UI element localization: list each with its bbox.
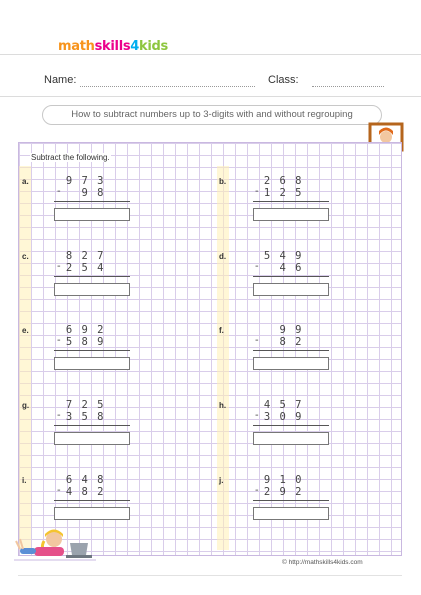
logo-part: kids [139, 39, 168, 54]
problem-label: g. [22, 401, 30, 410]
minus-sign: - [57, 186, 61, 197]
class-field[interactable] [312, 86, 384, 87]
answer-box[interactable] [253, 507, 329, 520]
name-label: Name: [44, 74, 77, 86]
logo-part: 4 [130, 39, 140, 54]
footer-divider [18, 575, 402, 576]
answer-rule [253, 500, 329, 501]
answer-box[interactable] [253, 432, 329, 445]
minus-sign: - [255, 186, 259, 197]
problem-bottom-number: 3 0 9 [263, 411, 303, 423]
problem-top-number: 6 4 8 [65, 474, 105, 486]
left-label-strip [19, 166, 31, 550]
problem-top-number: 9 7 3 [65, 175, 105, 187]
answer-rule [54, 425, 130, 426]
problem-label: d. [219, 252, 227, 261]
class-label: Class: [268, 74, 299, 86]
kid-laptop-illustration [14, 527, 96, 563]
problem-label: i. [22, 476, 27, 485]
logo-part: math [58, 39, 95, 54]
worksheet-title: How to subtract numbers up to 3-digits with and without regrouping [42, 105, 382, 125]
minus-sign: - [57, 410, 61, 421]
problem-label: h. [219, 401, 227, 410]
minus-sign: - [255, 261, 259, 272]
problem-top-number: 9 1 0 [263, 474, 303, 486]
answer-box[interactable] [253, 357, 329, 370]
minus-sign: - [57, 485, 61, 496]
problem-bottom-number: 8 2 [279, 336, 303, 348]
footer-url: © http://mathskills4kids.com [282, 559, 363, 566]
instruction-text: Subtract the following. [31, 153, 110, 162]
problem-label: c. [22, 252, 29, 261]
answer-box[interactable] [54, 507, 130, 520]
problem-bottom-number: 2 5 4 [65, 262, 105, 274]
problem-bottom-number: 9 8 [81, 187, 105, 199]
minus-sign: - [255, 335, 259, 346]
problem-top-number: 8 2 7 [65, 250, 105, 262]
problem-bottom-number: 4 8 2 [65, 486, 105, 498]
minus-sign: - [255, 410, 259, 421]
answer-rule [253, 350, 329, 351]
problem-bottom-number: 4 6 [279, 262, 303, 274]
problem-bottom-number: 1 2 5 [263, 187, 303, 199]
answer-box[interactable] [54, 357, 130, 370]
logo [58, 39, 168, 54]
answer-rule [253, 425, 329, 426]
answer-box[interactable] [253, 208, 329, 221]
problem-top-number: 9 9 [279, 324, 303, 336]
problem-label: b. [219, 177, 227, 186]
problem-label: a. [22, 177, 29, 186]
problem-top-number: 6 9 2 [65, 324, 105, 336]
minus-sign: - [57, 261, 61, 272]
answer-rule [253, 201, 329, 202]
answer-box[interactable] [54, 283, 130, 296]
answer-box[interactable] [54, 208, 130, 221]
answer-rule [54, 276, 130, 277]
name-divider [0, 96, 421, 97]
answer-box[interactable] [54, 432, 130, 445]
problem-top-number: 4 5 7 [263, 399, 303, 411]
header-divider [0, 54, 421, 55]
problem-label: e. [22, 326, 29, 335]
minus-sign: - [255, 485, 259, 496]
minus-sign: - [57, 335, 61, 346]
answer-rule [253, 276, 329, 277]
problem-top-number: 2 6 8 [263, 175, 303, 187]
answer-rule [54, 201, 130, 202]
problem-top-number: 5 4 9 [263, 250, 303, 262]
answer-rule [54, 350, 130, 351]
answer-rule [54, 500, 130, 501]
logo-part: skills [94, 39, 131, 54]
name-field[interactable] [80, 86, 255, 87]
problem-bottom-number: 2 9 2 [263, 486, 303, 498]
answer-box[interactable] [253, 283, 329, 296]
problem-bottom-number: 5 8 9 [65, 336, 105, 348]
problem-top-number: 7 2 5 [65, 399, 105, 411]
right-label-strip [217, 166, 229, 550]
problem-label: f. [219, 326, 224, 335]
problem-bottom-number: 3 5 8 [65, 411, 105, 423]
problem-label: j. [219, 476, 224, 485]
